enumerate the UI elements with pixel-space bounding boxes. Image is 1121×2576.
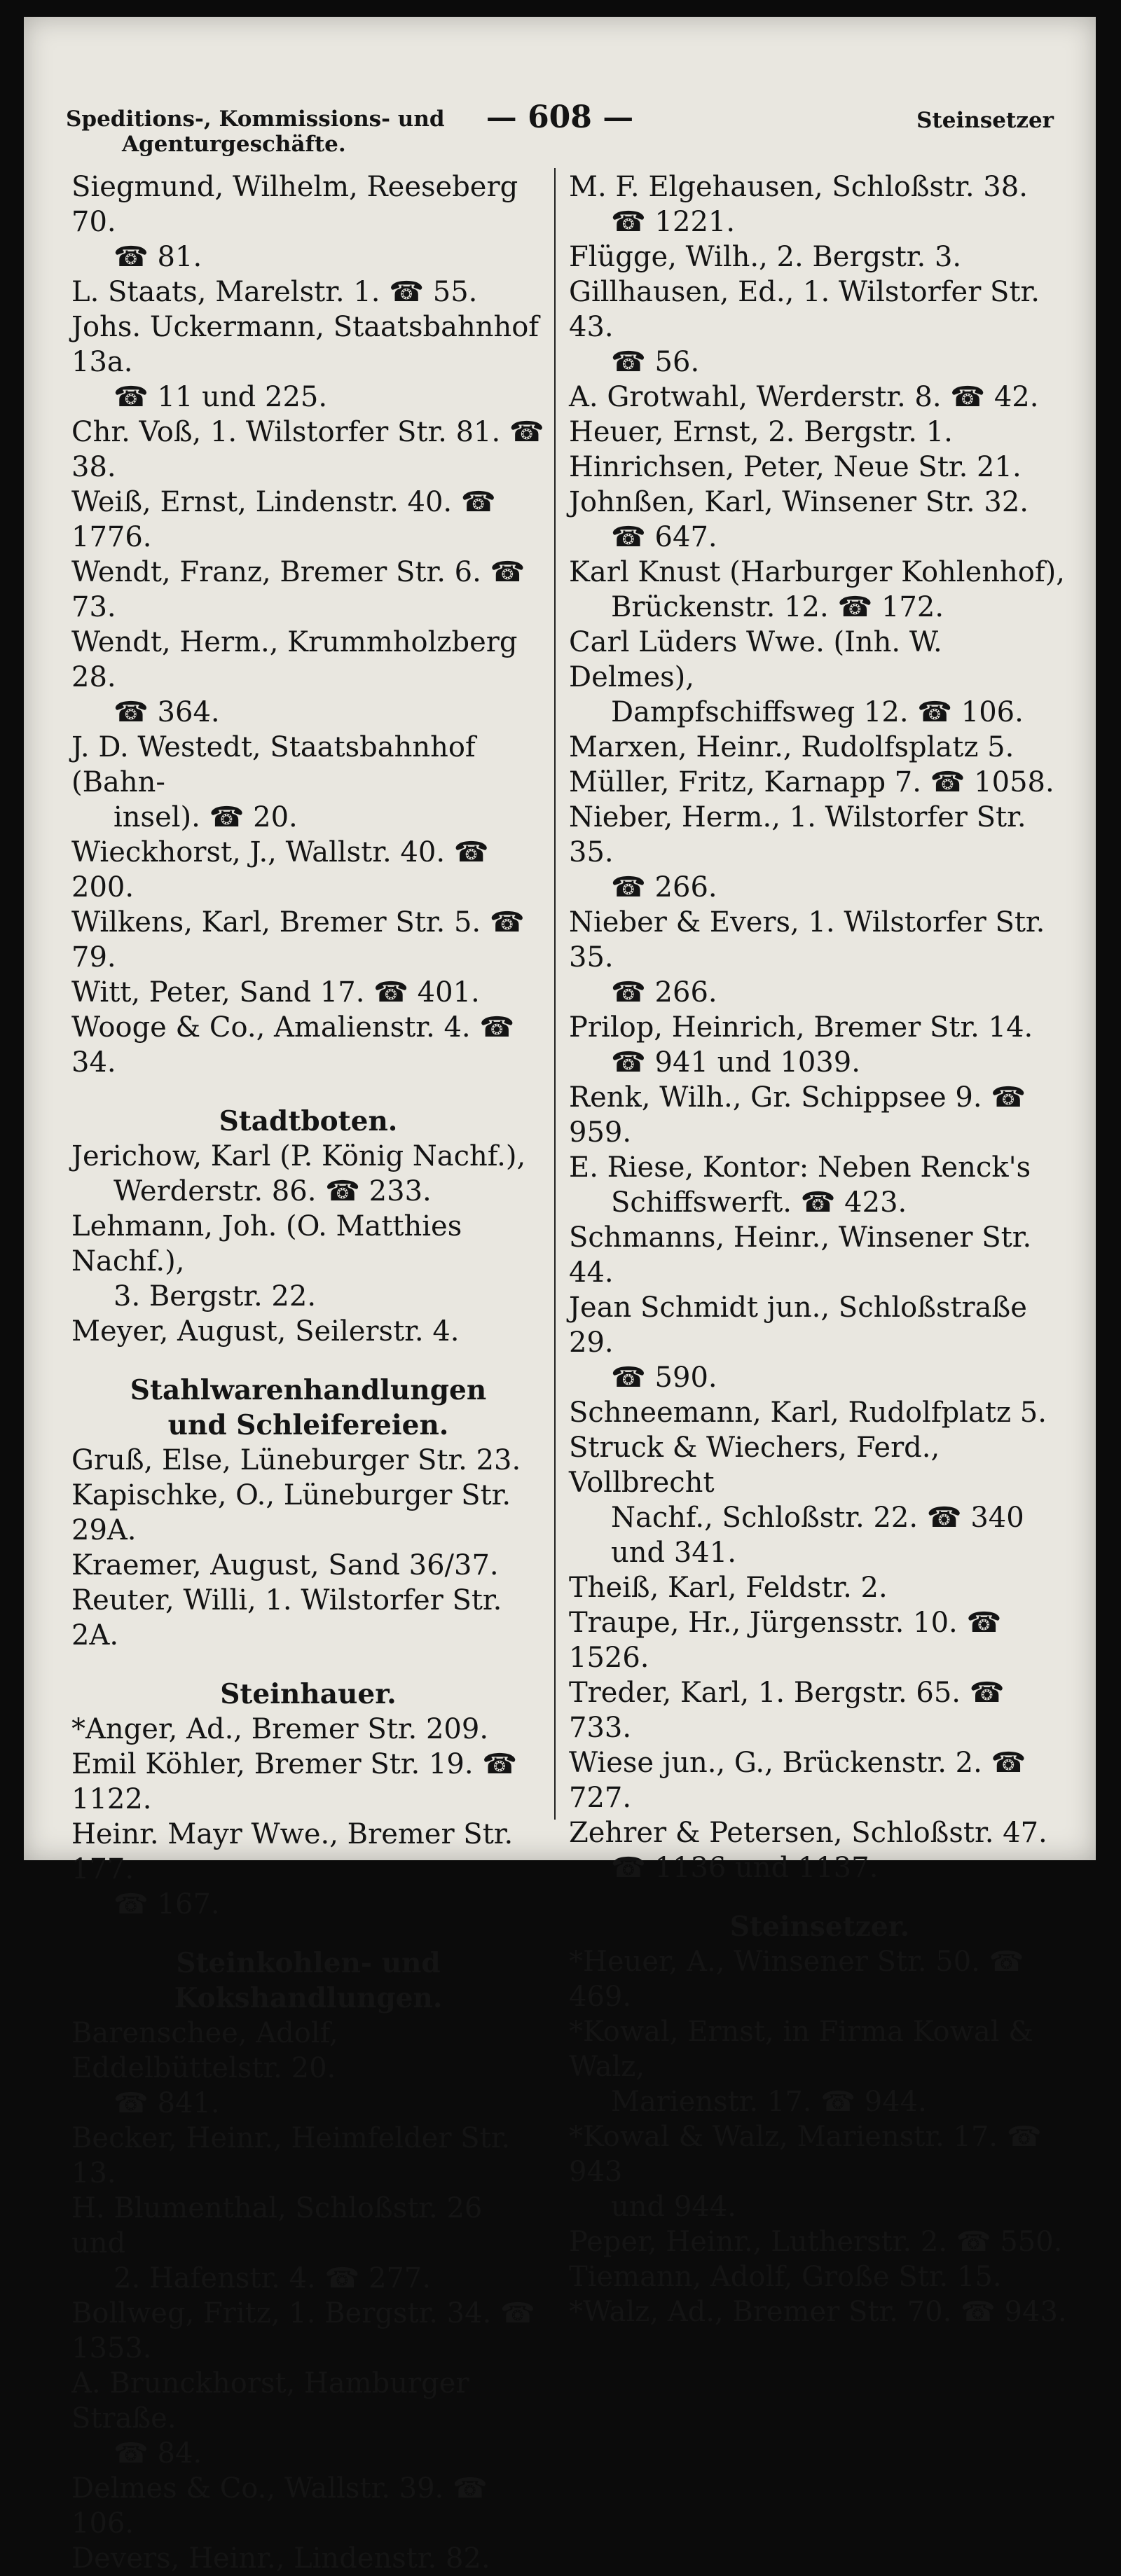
entry-line: Wieckhorst, J., Wallstr. 40. ☎ 200. [71, 836, 489, 903]
section-heading: Steinkohlen- und Kokshandlungen. [174, 1947, 443, 2014]
directory-entry [71, 1747, 545, 1817]
entry-line: Lehmann, Joh. (O. Matthies Nachf.), [71, 1210, 462, 1277]
directory-entry [569, 555, 1071, 625]
directory-entry [71, 415, 545, 485]
entry-line: ☎ 590. [611, 1362, 717, 1394]
page-number: — 608 — [486, 99, 634, 135]
directory-entry [71, 1817, 545, 1922]
directory-entry [569, 450, 1071, 485]
entry-line: und 944. [611, 2191, 736, 2223]
section-gap [71, 1349, 545, 1373]
directory-entry [569, 1290, 1071, 1395]
entry-line: Struck & Wiechers, Ferd., Vollbrecht [569, 1432, 940, 1499]
entry-line: ☎ 84. [114, 2437, 202, 2470]
entry-line: Kraemer, August, Sand 36/37. [71, 1549, 499, 1581]
directory-entry [569, 1570, 1071, 1605]
entry-line: Bollweg, Fritz, 1. Bergstr. 34. ☎ 1353. [71, 2297, 535, 2364]
directory-entry [71, 555, 545, 625]
directory-entry [569, 2294, 1071, 2329]
running-head-left-line: Speditions-, Kommissions- und [66, 106, 445, 132]
directory-entry [71, 1478, 545, 1548]
directory-entry [569, 800, 1071, 905]
directory-entry [569, 2014, 1071, 2119]
entry-line: Chr. Voß, 1. Wilstorfer Str. 81. ☎ 38. [71, 416, 544, 483]
entry-line: 3. Bergstr. 22. [114, 1280, 317, 1313]
directory-entry [569, 1430, 1071, 1570]
entry-line: Weiß, Ernst, Lindenstr. 40. ☎ 1776. [71, 486, 496, 553]
entry-line: Gruß, Else, Lüneburger Str. 23. [71, 1444, 521, 1476]
directory-entry [569, 1815, 1071, 1885]
entry-line: Wiese jun., G., Brückenstr. 2. ☎ 727. [569, 1747, 1026, 1814]
directory-entry [71, 275, 545, 310]
directory-entry [71, 2016, 545, 2121]
entry-line: M. F. Elgehausen, Schloßstr. 38. [569, 171, 1028, 203]
section-heading: und Schleifereien. [167, 1409, 449, 1441]
section-gap [71, 1653, 545, 1677]
directory-entry [71, 835, 545, 905]
entry-line: 2. Hafenstr. 4. ☎ 277. [114, 2262, 432, 2294]
entry-line: ☎ 1221. [611, 206, 736, 238]
entry-line: ☎ 266. [611, 871, 717, 903]
entry-line: ☎ 56. [611, 346, 700, 378]
directory-entry [569, 380, 1071, 415]
entry-line: Heuer, Ernst, 2. Bergstr. 1. [569, 416, 953, 448]
section-heading: Stahlwarenhandlungen [130, 1374, 487, 1406]
directory-entry [569, 1944, 1071, 2014]
entry-line: *Kowal & Walz, Marienstr. 17. ☎ 943 [569, 2121, 1042, 2188]
directory-entry [71, 2191, 545, 2296]
entry-line: Theiß, Karl, Feldstr. 2. [569, 1572, 888, 1604]
entry-line: Zehrer & Petersen, Schloßstr. 47. [569, 1817, 1047, 1849]
directory-entry [71, 2121, 545, 2191]
entry-line: insel). ☎ 20. [114, 801, 298, 833]
entry-line: ☎ 167. [114, 1888, 220, 1920]
entry-line: Marienstr. 17. ☎ 944. [611, 2086, 927, 2118]
directory-entry [71, 730, 545, 835]
entry-line: Schmanns, Heinr., Winsener Str. 44. [569, 1221, 1032, 1289]
directory-entry [569, 1745, 1071, 1815]
entry-line: Wendt, Franz, Bremer Str. 6. ☎ 73. [71, 556, 525, 623]
directory-entry [71, 1443, 545, 1478]
directory-entry [569, 765, 1071, 800]
entry-line: Reuter, Willi, 1. Wilstorfer Str. 2A. [71, 1584, 502, 1651]
directory-entry [569, 625, 1071, 730]
entry-line: Nieber, Herm., 1. Wilstorfer Str. 35. [569, 801, 1026, 868]
directory-entry [71, 1583, 545, 1653]
column-divider [554, 168, 556, 1820]
directory-entry [71, 625, 545, 730]
entry-line: ☎ 1136 und 1137. [611, 1852, 879, 1884]
entry-line: ☎ 266. [611, 976, 717, 1009]
entry-line: ☎ 11 und 225. [114, 381, 328, 413]
entry-line: Becker, Heinr., Heimfelder Str. 13. [71, 2122, 511, 2189]
directory-entry [569, 415, 1071, 450]
entry-line: ☎ 647. [611, 521, 717, 553]
entry-line: Traupe, Hr., Jürgensstr. 10. ☎ 1526. [569, 1607, 1002, 1674]
directory-entry [569, 905, 1071, 1010]
entry-line: Carl Lüders Wwe. (Inh. W. Delmes), [569, 626, 942, 693]
entry-line: Emil Köhler, Bremer Str. 19. ☎ 1122. [71, 1748, 518, 1815]
directory-entry [71, 2366, 545, 2471]
entry-line: Marxen, Heinr., Rudolfsplatz 5. [569, 731, 1015, 763]
entry-line: Treder, Karl, 1. Bergstr. 65. ☎ 733. [569, 1677, 1005, 1744]
entry-line: Flügge, Wilh., 2. Bergstr. 3. [569, 241, 962, 273]
directory-entry [569, 2259, 1071, 2294]
section-heading: Stadtboten. [219, 1105, 398, 1137]
entry-line: ☎ 941 und 1039. [611, 1046, 860, 1079]
entry-line: Barenschee, Adolf, Eddelbüttelstr. 20. [71, 2017, 338, 2084]
entry-line: Werderstr. 86. ☎ 233. [114, 1175, 432, 1207]
directory-entry [71, 1010, 545, 1080]
directory-entry [71, 2471, 545, 2541]
entry-line: Johnßen, Karl, Winsener Str. 32. [569, 486, 1029, 518]
directory-entry [569, 485, 1071, 555]
directory-entry [71, 1209, 545, 1314]
directory-entry [71, 975, 545, 1010]
entry-line: Johs. Uckermann, Staatsbahnhof 13a. [71, 311, 539, 378]
directory-entry [71, 2296, 545, 2366]
entry-line: Meyer, August, Seilerstr. 4. [71, 1315, 460, 1348]
entry-line: ☎ 81. [114, 241, 202, 273]
directory-entry [569, 2224, 1071, 2259]
entry-line: J. D. Westedt, Staatsbahnhof (Bahn- [71, 731, 476, 798]
entry-line: Tiemann, Adolf, Große Str. 15. [569, 2261, 1002, 2293]
directory-entry [71, 2541, 545, 2576]
directory-entry [569, 240, 1071, 275]
directory-entry [569, 1150, 1071, 1220]
directory-entry [569, 1220, 1071, 1290]
entry-line: E. Riese, Kontor: Neben Renck's [569, 1151, 1031, 1184]
entry-line: A. Brunckhorst, Hamburger Straße. [71, 2367, 469, 2435]
directory-page [24, 17, 1096, 2575]
directory-entry [569, 169, 1071, 240]
entry-line: ☎ 364. [114, 696, 220, 728]
running-head-right: Steinsetzer [916, 108, 1054, 133]
entry-line: Renk, Wilh., Gr. Schippsee 9. ☎ 959. [569, 1081, 1026, 1149]
entry-line: Schneemann, Karl, Rudolfplatz 5. [569, 1397, 1047, 1429]
entry-line: ☎ 841. [114, 2087, 220, 2119]
entry-line: Nieber & Evers, 1. Wilstorfer Str. 35. [569, 906, 1045, 974]
entry-line: Wooge & Co., Amalienstr. 4. ☎ 34. [71, 1011, 515, 1079]
directory-entry [569, 2119, 1071, 2224]
entry-line: Nachf., Schloßstr. 22. ☎ 340 [611, 1502, 1024, 1534]
section-gap [569, 1885, 1071, 1909]
directory-entry [569, 275, 1071, 380]
entry-line: Schiffswerft. ☎ 423. [611, 1186, 907, 1219]
section-gap [71, 1080, 545, 1104]
directory-entry [569, 1010, 1071, 1080]
entry-line: Müller, Fritz, Karnapp 7. ☎ 1058. [569, 766, 1054, 798]
entry-line: Gillhausen, Ed., 1. Wilstorfer Str. 43. [569, 276, 1040, 343]
entry-line: L. Staats, Marelstr. 1. ☎ 55. [71, 276, 478, 308]
entry-line: Prilop, Heinrich, Bremer Str. 14. [569, 1011, 1033, 1044]
section-heading: Steinsetzer. [729, 1911, 910, 1943]
running-head-left-line: Agenturgeschäfte. [122, 132, 346, 157]
directory-entry [71, 1548, 545, 1583]
entry-line: H. Blumenthal, Schloßstr. 26 und [71, 2192, 483, 2259]
entry-line: Kapischke, O., Lüneburger Str. 29A. [71, 1479, 511, 1546]
entry-line: Wendt, Herm., Krummholzberg 28. [71, 626, 518, 693]
directory-entry [569, 1080, 1071, 1150]
directory-entry [569, 1605, 1071, 1675]
directory-entry [71, 1139, 545, 1209]
entry-line: Siegmund, Wilhelm, Reeseberg 70. [71, 171, 518, 238]
entry-line: Witt, Peter, Sand 17. ☎ 401. [71, 976, 480, 1009]
entry-line: Delmes & Co., Wallstr. 39. ☎ 106. [71, 2472, 488, 2540]
left-column [71, 169, 545, 2576]
entry-line: Peper, Heinr., Lutherstr. 2. ☎ 550. [569, 2226, 1063, 2258]
entry-line: *Anger, Ad., Bremer Str. 209. [71, 1713, 489, 1745]
entry-line: Brückenstr. 12. ☎ 172. [611, 591, 944, 623]
directory-entry [569, 730, 1071, 765]
entry-line: Dampfschiffsweg 12. ☎ 106. [611, 696, 1024, 728]
entry-line: *Walz, Ad., Bremer Str. 70. ☎ 943. [569, 2296, 1067, 2328]
entry-line: Wilkens, Karl, Bremer Str. 5. ☎ 79. [71, 906, 525, 974]
directory-entry [71, 905, 545, 975]
entry-line: A. Grotwahl, Werderstr. 8. ☎ 42. [569, 381, 1039, 413]
entry-line: Devers, Heinr., Lindenstr. 82. [71, 2542, 490, 2575]
section-gap [71, 1922, 545, 1946]
directory-entry [71, 485, 545, 555]
entry-line: *Heuer, A., Winsener Str. 50. ☎ 469. [569, 1946, 1024, 2013]
section-heading: Steinhauer. [220, 1678, 397, 1710]
directory-entry [71, 310, 545, 415]
directory-entry [71, 1314, 545, 1349]
directory-entry [569, 1395, 1071, 1430]
entry-line: Karl Knust (Harburger Kohlenhof), [569, 556, 1065, 588]
directory-entry [71, 169, 545, 275]
entry-line: und 341. [611, 1537, 736, 1569]
entry-line: Jean Schmidt jun., Schloßstraße 29. [569, 1292, 1027, 1359]
entry-line: *Kowal, Ernst, in Firma Kowal & Walz, [569, 2016, 1033, 2083]
right-column [569, 169, 1071, 2329]
directory-entry [569, 1675, 1071, 1745]
entry-line: Jerichow, Karl (P. König Nachf.), [71, 1140, 526, 1172]
entry-line: Hinrichsen, Peter, Neue Str. 21. [569, 451, 1022, 483]
entry-line: Heinr. Mayr Wwe., Bremer Str. 177. [71, 1818, 514, 1885]
page-header [66, 87, 1054, 164]
directory-entry [71, 1712, 545, 1747]
